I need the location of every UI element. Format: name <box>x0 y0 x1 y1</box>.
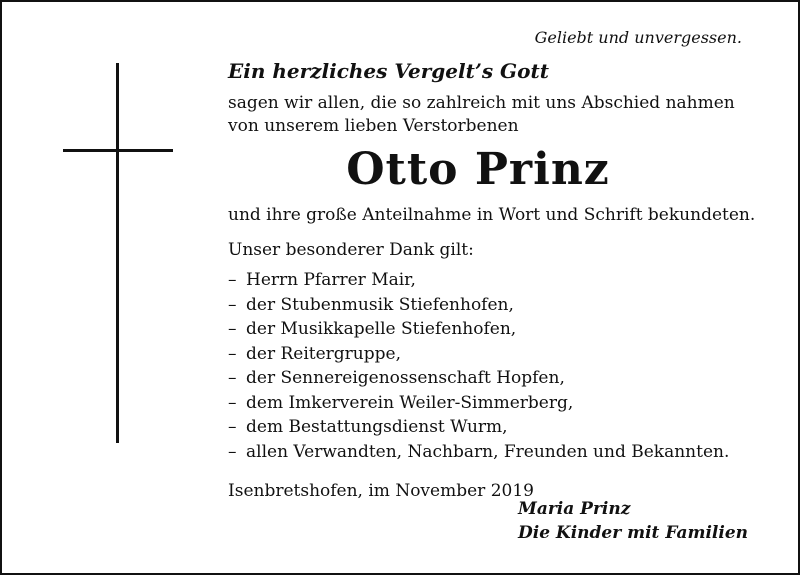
list-item <box>228 366 768 391</box>
cross-horizontal-bar <box>63 149 173 152</box>
list-item-text: allen Verwandten, Nachbarn, Freunden und Bekannten. <box>246 441 730 462</box>
list-item-text: Herrn Pfarrer Mair, <box>246 270 416 290</box>
dash-mark: – <box>228 294 237 315</box>
dash-mark: – <box>228 319 237 339</box>
list-item-text: dem Imkerverein Weiler-Simmerberg, <box>246 392 574 413</box>
list-item <box>228 317 768 342</box>
motto: Geliebt und unvergessen. <box>534 28 742 47</box>
thanks-list <box>228 268 768 464</box>
thanks-line: und ihre große Anteilnahme in Wort und Schrift bekundeten. <box>228 205 756 225</box>
dash-mark: – <box>228 441 237 462</box>
dash-mark: – <box>228 343 237 364</box>
signature-line-2: Die Kinder mit Familien <box>518 523 749 543</box>
list-item-text: der Musikkapelle Stiefenhofen, <box>246 319 517 339</box>
intro-line-2: von unserem lieben Verstorbenen <box>228 116 519 136</box>
list-item <box>228 268 768 293</box>
list-item-text: dem Bestattungsdienst Wurm, <box>246 417 508 437</box>
list-item <box>228 342 768 367</box>
list-item-text: der Reitergruppe, <box>246 343 401 364</box>
signature-block <box>518 497 748 545</box>
dash-mark: – <box>228 368 237 388</box>
list-item-text: der Stubenmusik Stiefenhofen, <box>246 294 514 315</box>
list-item <box>228 391 768 416</box>
list-item <box>228 293 768 318</box>
list-item-text: der Sennereigenossenschaft Hopfen, <box>246 368 565 388</box>
notice-body <box>228 58 768 503</box>
list-item <box>228 415 768 440</box>
place-date: Isenbretshofen, im November 2019 <box>228 481 534 501</box>
dash-mark: – <box>228 392 237 413</box>
heading: Ein herzliches Vergelt’s Gott <box>228 59 549 83</box>
dash-mark: – <box>228 417 237 437</box>
special-thanks-label: Unser besonderer Dank gilt: <box>228 240 474 260</box>
dash-mark: – <box>228 270 237 290</box>
signature-line-1: Maria Prinz <box>518 499 631 519</box>
intro-line-1: sagen wir allen, die so zahlreich mit uns Abschied nahmen <box>228 93 735 113</box>
deceased-name: Otto Prinz <box>346 144 610 195</box>
cross-vertical-bar <box>116 63 119 443</box>
list-item <box>228 440 768 465</box>
